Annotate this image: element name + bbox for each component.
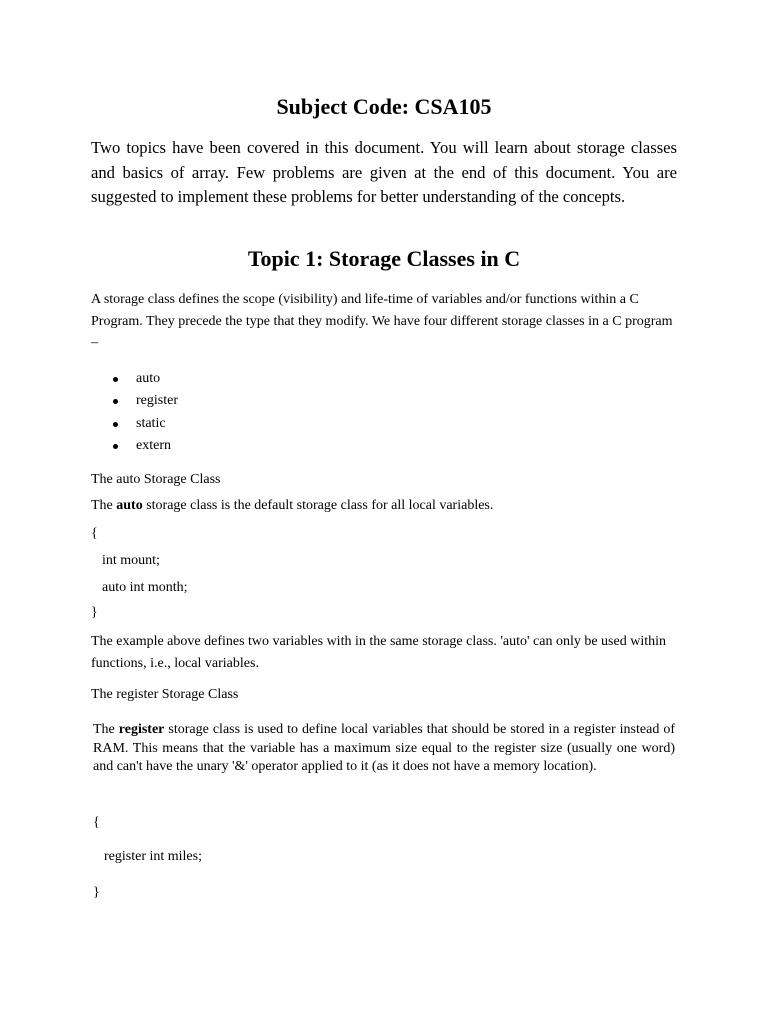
bullet-icon [113, 399, 118, 404]
page-title: Subject Code: CSA105 [276, 94, 492, 119]
list-item: register [110, 390, 410, 412]
code-brace-open: { [91, 526, 98, 541]
list-item: auto [110, 368, 410, 390]
code-line: auto int month; [102, 580, 188, 595]
bullet-icon [113, 444, 118, 449]
code-brace-close: } [91, 605, 98, 620]
list-item: extern [110, 435, 410, 457]
auto-section-heading: The auto Storage Class [91, 472, 221, 487]
bullet-icon [113, 422, 118, 427]
auto-explanation: The example above defines two variables with in the same storage class. 'auto' can only be used within functions, i.e., local variables. [91, 634, 666, 671]
code-brace-open: { [93, 815, 100, 830]
auto-description: The auto storage class is the default storage class for all local variables. [91, 498, 494, 513]
list-item: static [110, 413, 410, 435]
auto-keyword: auto [116, 498, 143, 513]
code-line: register int miles; [104, 849, 202, 864]
register-keyword: register [118, 722, 165, 737]
bullet-icon [113, 377, 118, 382]
storage-class-list [110, 368, 410, 457]
code-line: int mount; [102, 553, 160, 568]
topic-1-heading: Topic 1: Storage Classes in C [247, 246, 521, 271]
intro-paragraph: Two topics have been covered in this document. You will learn about storage classes and basics of array. Few problems are given at the end of this document. You are suggested to implement these problems for better understanding of the concepts. [91, 138, 677, 206]
storage-class-definition: A storage class defines the scope (visibility) and life-time of variables and/or functions within a C Program. They precede the type that they modify. We have four different storage classes in a C program – [91, 292, 673, 350]
code-brace-close: } [93, 885, 100, 900]
register-section-heading: The register Storage Class [91, 687, 239, 702]
register-description: The register storage class is used to define local variables that should be stored in a register instead of RAM. This means that the variable has a maximum size equal to the register size (usually one word) and can't have the unary '&' operator applied to it (as it does not have a memory location). [93, 722, 675, 775]
